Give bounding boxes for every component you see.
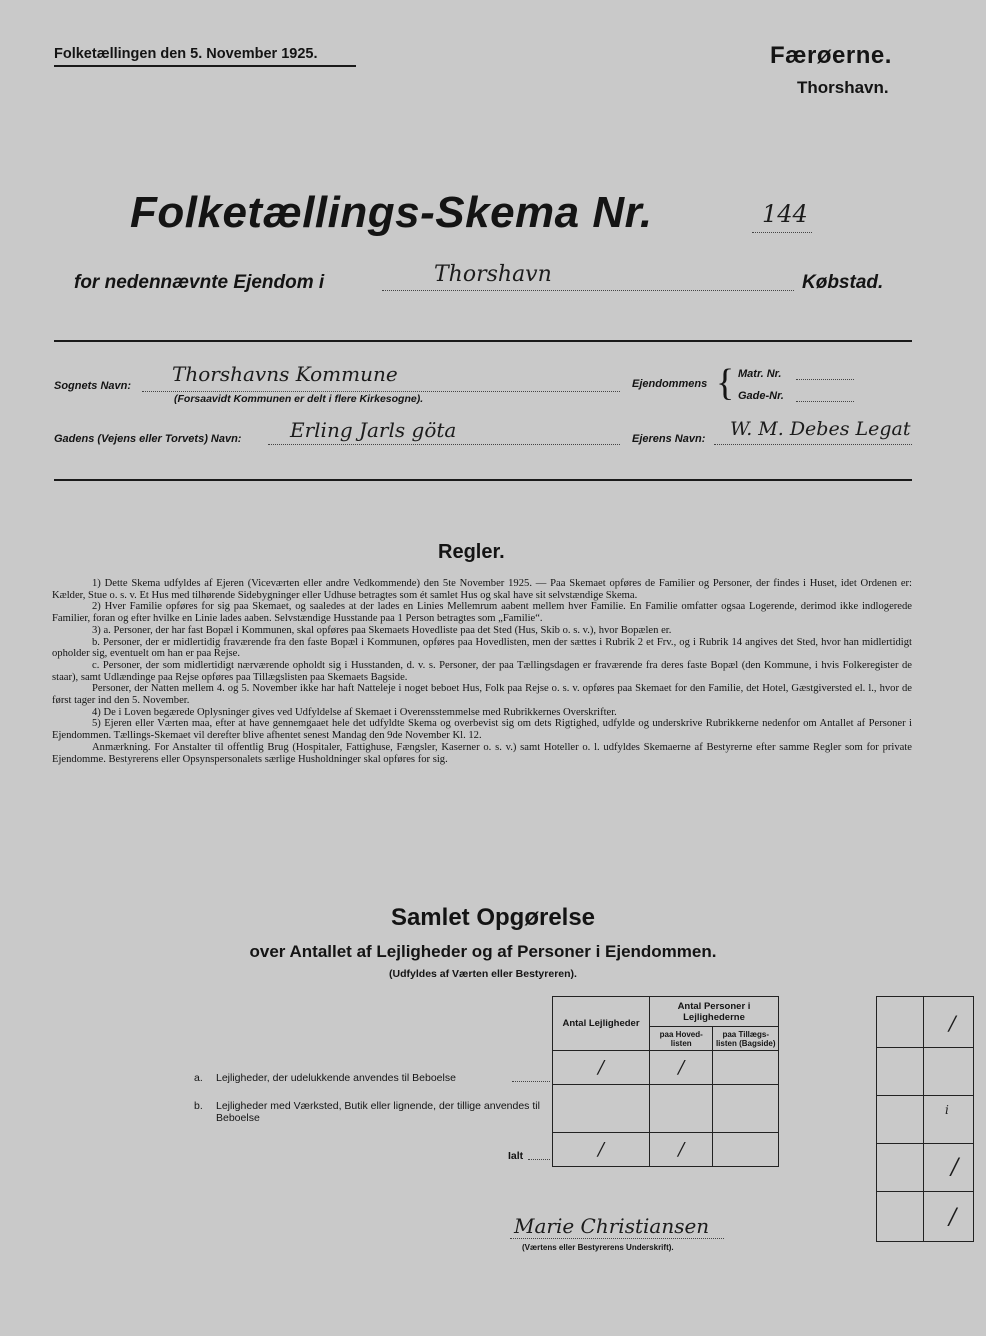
header-apartments: Antal Lejligheder bbox=[553, 997, 650, 1051]
row-total-label: Ialt bbox=[508, 1150, 524, 1162]
cell-b-main bbox=[650, 1085, 713, 1133]
street-label: Gadens (Vejens eller Torvets) Navn: bbox=[54, 433, 242, 445]
row-a-dotted-line bbox=[512, 1081, 550, 1082]
town-label: Thorshavn. bbox=[797, 78, 889, 97]
parish-name: Thorshavns Kommune bbox=[172, 362, 398, 386]
cell-a-main: / bbox=[650, 1051, 713, 1085]
side-tally-grid bbox=[876, 996, 974, 1242]
rule-paragraph: 3) a. Personer, der har fast Bopæl i Kommunen, skal opføres paa Skemaets Hovedliste paa det Sted (Hus, Skib o. s. v.), hvor Bopælen er. bbox=[92, 624, 672, 636]
rule-paragraph: 5) Ejeren eller Værten maa, efter at have gennemgaaet hele det udfyldte Skema og overbevist sig om dets Rigtighed, udfylde og underskrive Rubrikkerne nedenfor om Antallet af Personer i Ejendommen. Tællings-Skemaet vil derefter blive afhentet senest Mandag den 9de November Kl. 12. bbox=[52, 718, 912, 742]
header-supplement-list: paa Tillægs-listen (Bagside) bbox=[713, 1027, 779, 1051]
row-a-letter: a. bbox=[194, 1072, 203, 1084]
form-title: Folketællings-Skema Nr. bbox=[130, 188, 653, 237]
row-total-dotted-line bbox=[528, 1159, 550, 1160]
cell-total-apartments: / bbox=[553, 1133, 650, 1167]
signature-dotted-line bbox=[510, 1238, 724, 1239]
matr-dotted-line bbox=[796, 379, 854, 380]
summary-subtitle: over Antallet af Lejligheder og af Personer i Ejendommen. bbox=[249, 942, 717, 961]
parish-label: Sognets Navn: bbox=[54, 380, 132, 392]
owner-dotted-line bbox=[714, 444, 912, 445]
parish-dotted-line bbox=[142, 391, 620, 392]
rule-top bbox=[54, 340, 912, 342]
side-mark: / bbox=[951, 1155, 959, 1180]
rule-paragraph: b. Personer, der er midlertidig fraværende fra den faste Bopæl i Kommunen, opføres paa Hovedlisten, men der sættes i Rubrik 2 et Frv., og i Rubrik 14 angives det Sted, hvor han midlertidigt opholder sig, eventuelt om han er paa Rejse. bbox=[52, 636, 912, 660]
matr-nr-label: Matr. Nr. bbox=[738, 368, 782, 380]
rule-bottom bbox=[54, 479, 912, 481]
gade-nr-label: Gade-Nr. bbox=[738, 390, 784, 402]
street-name: Erling Jarls göta bbox=[290, 418, 457, 442]
cell-total-supp bbox=[713, 1133, 779, 1167]
cell-b-supp bbox=[713, 1085, 779, 1133]
rule-paragraph: 2) Hver Familie opføres for sig paa Skemaet, og saaledes at der lades en Linies Mellemrum aabent mellem hver Familie. En Familie omfatter ogsaa Logerende, derimod ikke indlogerede Familier, foran og efter hvilke en Linie lades aaben. Selvstændige Husstande paa 1 Person betragtes som „Familie“. bbox=[52, 601, 912, 625]
census-date-header: Folketællingen den 5. November 1925. bbox=[54, 46, 318, 62]
region-label: Færøerne. bbox=[770, 42, 892, 69]
property-town: Thorshavn bbox=[434, 262, 552, 287]
header-underline bbox=[54, 65, 356, 67]
row-a-label: Lejligheder, der udelukkende anvendes til Beboelse bbox=[216, 1072, 456, 1084]
rules-text bbox=[52, 578, 912, 765]
brace-icon: { bbox=[716, 362, 735, 404]
side-mark: / bbox=[949, 1205, 957, 1230]
cell-a-apartments: / bbox=[553, 1051, 650, 1085]
rules-heading: Regler. bbox=[438, 541, 505, 563]
row-b-label: Lejligheder med Værksted, Butik eller lignende, der tillige anvendes til Beboelse bbox=[216, 1100, 540, 1124]
summary-table bbox=[552, 996, 779, 1167]
rule-paragraph: 4) De i Loven begærede Oplysninger gives ved Udfyldelse af Skemaet i Overensstemmelse med Rubrikkernes Overskrifter. bbox=[92, 706, 617, 718]
form-number-line bbox=[752, 232, 812, 233]
rule-paragraph: 1) Dette Skema udfyldes af Ejeren (Viceværten eller andre Vedkommende) den 5te November 1925. — Paa Skemaet opføres de Familier og Personer, der findes i Huset, idet Ordenen er: Kælder, Stue o. s. v. Et Hus med tilhørende Sidebygninger eller Udhuse betragtes som ét samlet Hus og skal have sit selvstændige Skema. bbox=[52, 578, 912, 601]
header-persons: Antal Personer i Lejlighederne bbox=[650, 997, 779, 1027]
summary-title: Samlet Opgørelse bbox=[390, 904, 596, 931]
owner-label: Ejerens Navn: bbox=[632, 433, 706, 445]
gade-dotted-line bbox=[796, 401, 854, 402]
cell-b-apartments bbox=[553, 1085, 650, 1133]
rule-paragraph: Anmærkning. For Anstalter til offentlig Brug (Hospitaler, Fattighuse, Fængsler, Kaserner o. s. v.) samt Hoteller o. l. udfyldes Skemaerne af Bestyrerne efter samme Regler som for private Ejendomme. Bestyrerens eller Opsynspersonalets særlige Husholdninger skal opføres for sig. bbox=[52, 741, 912, 765]
property-suffix: Købstad. bbox=[802, 272, 884, 293]
side-mark: i bbox=[945, 1103, 949, 1117]
cell-total-main: / bbox=[650, 1133, 713, 1167]
cell-a-supp bbox=[713, 1051, 779, 1085]
street-dotted-line bbox=[268, 444, 620, 445]
property-dotted-line bbox=[382, 290, 794, 291]
summary-note: (Udfyldes af Værten eller Bestyreren). bbox=[389, 968, 577, 980]
host-signature: Marie Christiansen bbox=[514, 1214, 710, 1238]
owner-name: W. M. Debes Legat bbox=[730, 418, 911, 440]
signature-caption: (Værtens eller Bestyrerens Underskrift). bbox=[522, 1243, 674, 1252]
header-main-list: paa Hoved-listen bbox=[650, 1027, 713, 1051]
parish-note: (Forsaavidt Kommunen er delt i flere Kirkesogne). bbox=[174, 393, 424, 405]
form-number: 144 bbox=[762, 200, 808, 228]
side-mark: / bbox=[949, 1011, 956, 1035]
rule-paragraph: c. Personer, der som midlertidigt nærværende opholdt sig i Husstanden, d. v. s. Personer, der paa Tællingsdagen er fraværende fra deres faste Bopæl (den Kommune, i hvis Folkeregister de staar), samt Udlændinge paa Rejse opføres paa Tillægslisten paa Skemaets Bagside. bbox=[52, 659, 912, 683]
rule-paragraph: Personer, der Natten mellem 4. og 5. November ikke har haft Natteleje i noget beboet Hus, Folk paa Rejse o. s. v. opføres paa Skemaet for den Familie, det Hotel, Gæstgiversted el. l., hvor de først tager ind den 5. November. bbox=[52, 683, 912, 707]
property-prefix: for nedennævnte Ejendom i bbox=[74, 272, 325, 293]
row-b-letter: b. bbox=[194, 1100, 203, 1112]
property-ids-label: Ejendommens bbox=[632, 378, 708, 390]
